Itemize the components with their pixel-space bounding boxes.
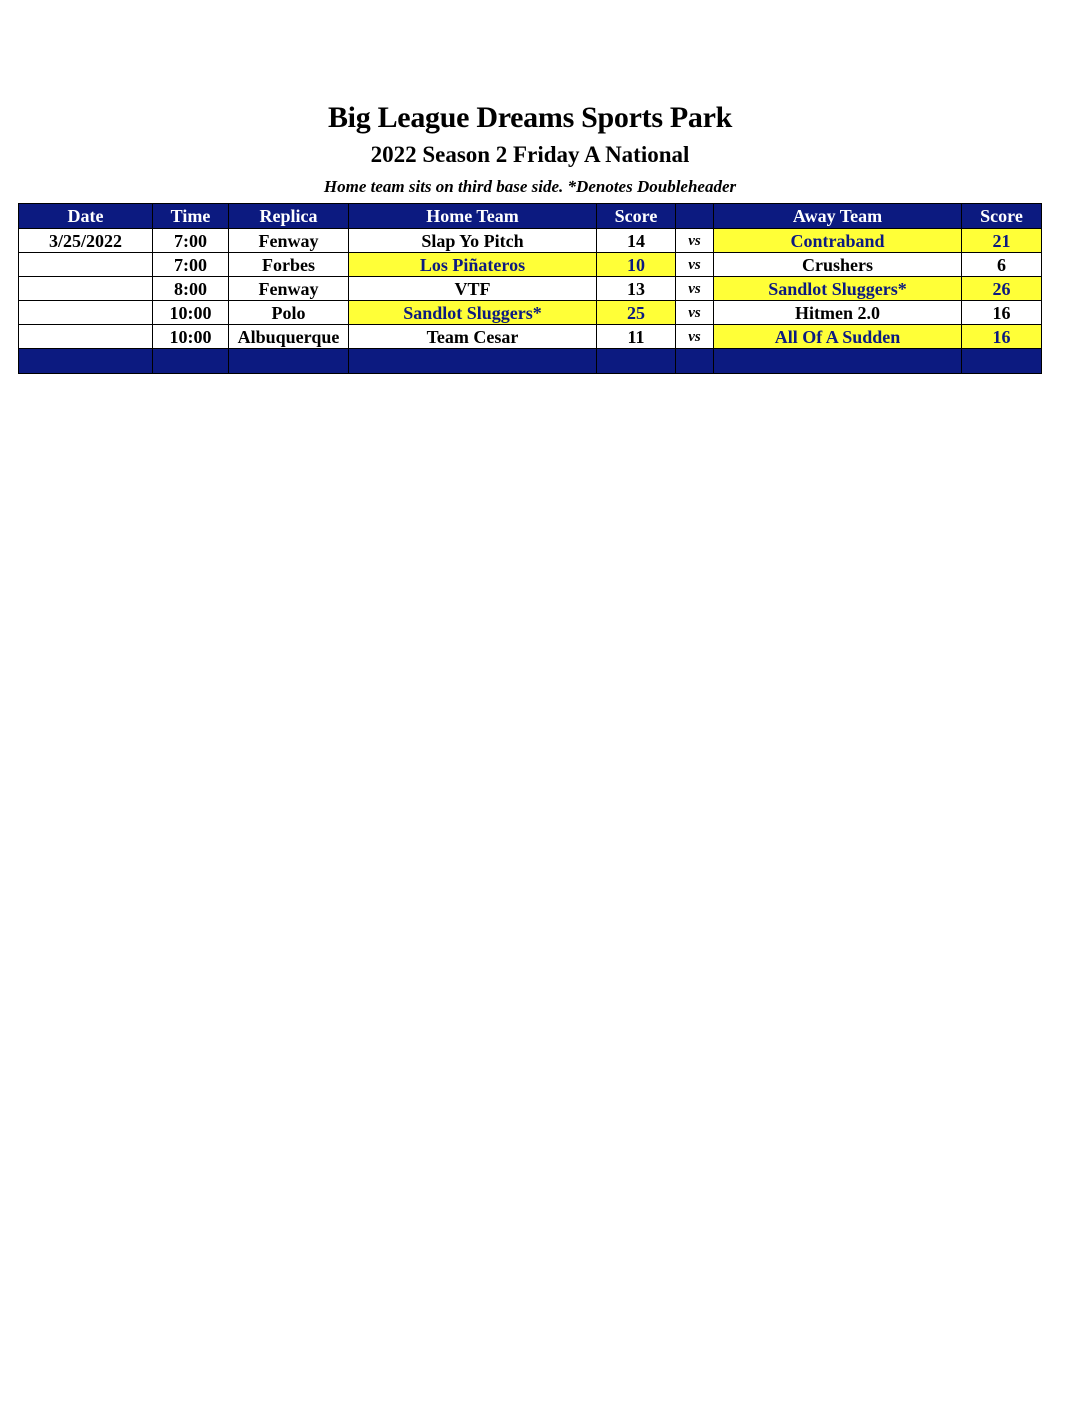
cell-home-score: 25 [597, 301, 676, 325]
page-title: Big League Dreams Sports Park [327, 101, 733, 134]
cell-replica: Fenway [229, 229, 349, 253]
cell-date [19, 301, 153, 325]
cell-away-team: All Of A Sudden [714, 325, 962, 349]
cell-replica: Polo [229, 301, 349, 325]
cell-vs: vs [676, 229, 714, 253]
footer-cell [676, 349, 714, 374]
cell-home-team: Los Piñateros [349, 253, 597, 277]
footer-cell [153, 349, 229, 374]
column-header-away-score: Score [962, 204, 1042, 229]
footer-cell [962, 349, 1042, 374]
table-row [19, 229, 1042, 253]
cell-date: 3/25/2022 [19, 229, 153, 253]
cell-away-team: Sandlot Sluggers* [714, 277, 962, 301]
column-header-date: Date [19, 204, 153, 229]
footer-cell [229, 349, 349, 374]
cell-date [19, 277, 153, 301]
cell-home-team: Team Cesar [349, 325, 597, 349]
footer-cell [349, 349, 597, 374]
table-header-row [19, 204, 1042, 229]
cell-away-score: 26 [962, 277, 1042, 301]
table-row [19, 277, 1042, 301]
column-header-home-score: Score [597, 204, 676, 229]
schedule-note: Home team sits on third base side. *Denotes Doubleheader [323, 177, 737, 196]
cell-time: 10:00 [153, 325, 229, 349]
column-header-away-team: Away Team [714, 204, 962, 229]
cell-date [19, 325, 153, 349]
cell-vs: vs [676, 301, 714, 325]
cell-time: 7:00 [153, 229, 229, 253]
cell-time: 10:00 [153, 301, 229, 325]
cell-away-score: 16 [962, 325, 1042, 349]
table-footer-row [19, 349, 1042, 374]
table-row [19, 325, 1042, 349]
table-row [19, 253, 1042, 277]
cell-time: 8:00 [153, 277, 229, 301]
cell-time: 7:00 [153, 253, 229, 277]
cell-away-team: Contraband [714, 229, 962, 253]
cell-away-score: 16 [962, 301, 1042, 325]
cell-replica: Albuquerque [229, 325, 349, 349]
cell-away-score: 6 [962, 253, 1042, 277]
cell-vs: vs [676, 253, 714, 277]
cell-replica: Forbes [229, 253, 349, 277]
cell-home-score: 10 [597, 253, 676, 277]
cell-vs: vs [676, 325, 714, 349]
footer-cell [597, 349, 676, 374]
cell-replica: Fenway [229, 277, 349, 301]
cell-away-team: Crushers [714, 253, 962, 277]
cell-home-score: 13 [597, 277, 676, 301]
cell-away-score: 21 [962, 229, 1042, 253]
footer-cell [714, 349, 962, 374]
cell-date [19, 253, 153, 277]
column-header-replica: Replica [229, 204, 349, 229]
column-header-time: Time [153, 204, 229, 229]
page-subtitle: 2022 Season 2 Friday A National [370, 142, 690, 167]
table-row [19, 301, 1042, 325]
schedule-table [18, 203, 1042, 374]
cell-home-team: Slap Yo Pitch [349, 229, 597, 253]
cell-home-score: 11 [597, 325, 676, 349]
footer-cell [19, 349, 153, 374]
cell-home-score: 14 [597, 229, 676, 253]
cell-vs: vs [676, 277, 714, 301]
column-header-home-team: Home Team [349, 204, 597, 229]
cell-away-team: Hitmen 2.0 [714, 301, 962, 325]
cell-home-team: VTF [349, 277, 597, 301]
column-header-vs [676, 204, 714, 229]
cell-home-team: Sandlot Sluggers* [349, 301, 597, 325]
